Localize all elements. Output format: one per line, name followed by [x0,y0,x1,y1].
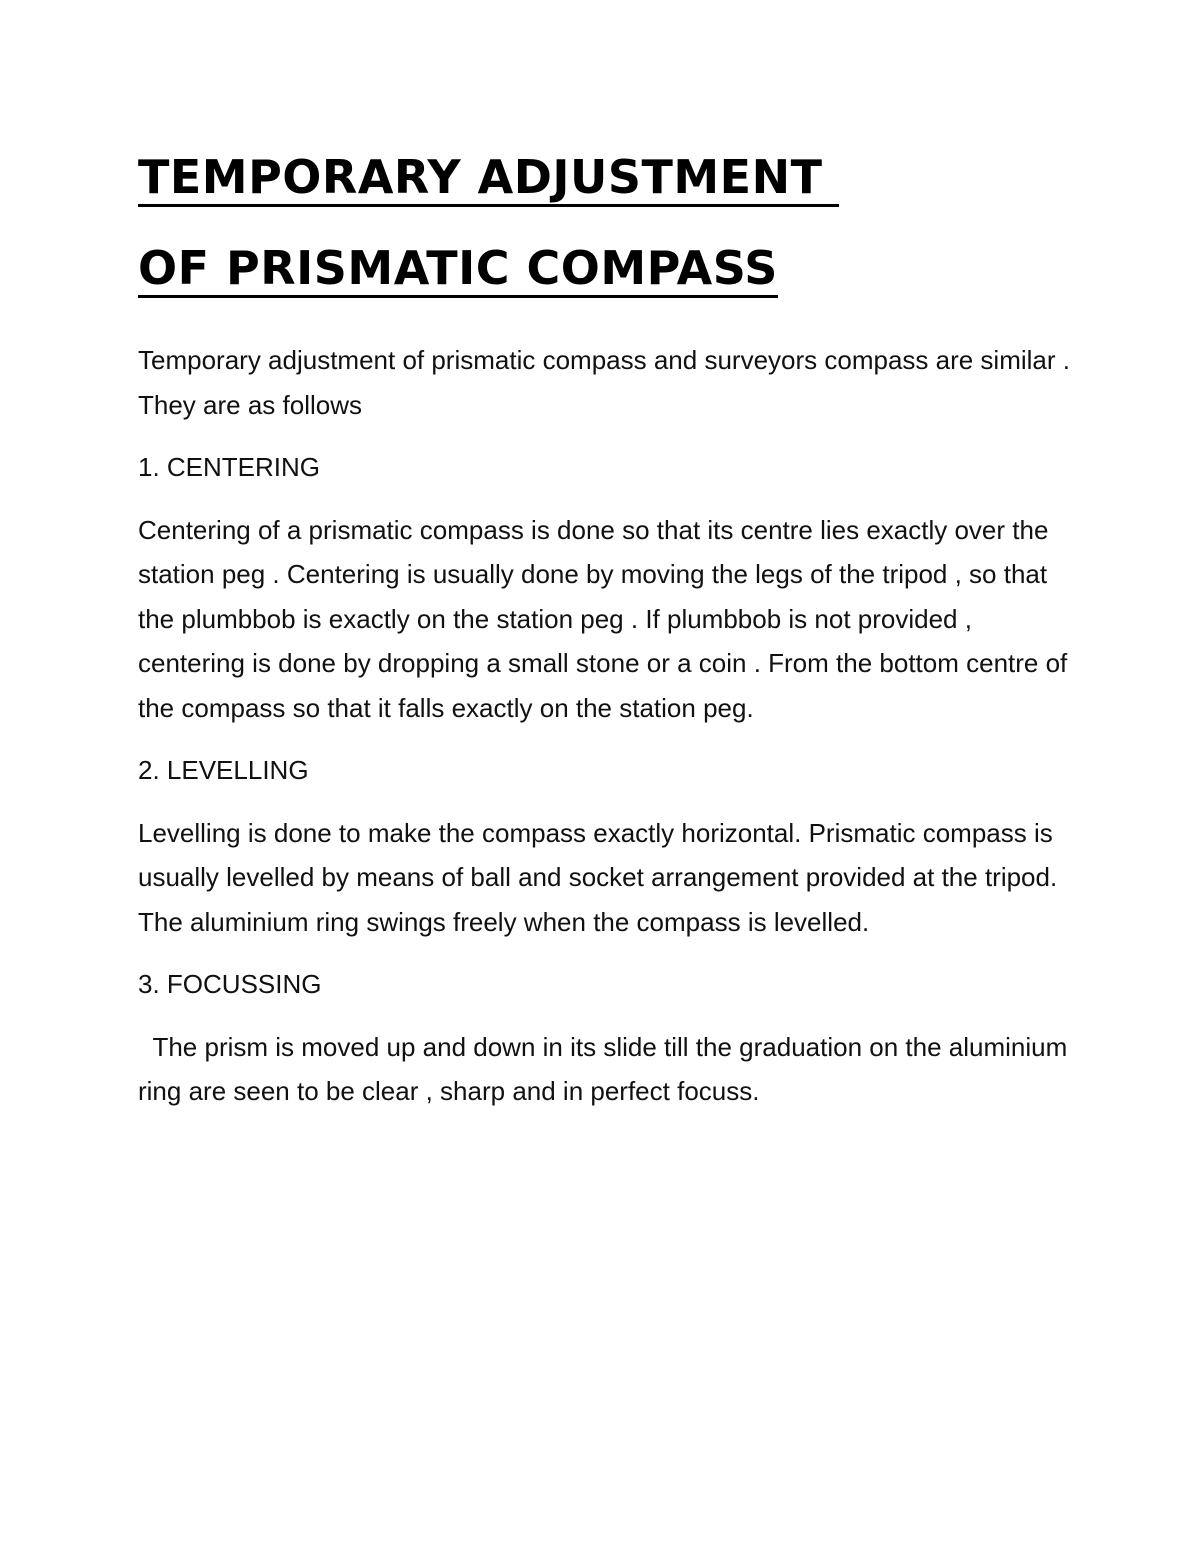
section-body-levelling: Levelling is done to make the compass exactly horizontal. Prismatic compass is usually levelled by means of ball and socket arrangement provided at the tripod. The aluminium ring swings freely when the compass is levelled. [138,817,1058,937]
intro-paragraph: Temporary adjustment of prismatic compass and surveyors compass are similar . They are as follows [138,345,1070,420]
title-line-2: OF PRISMATIC COMPASS [138,241,778,298]
section-body-centering: Centering of a prismatic compass is done so that its centre lies exactly over the station peg . Centering is usually done by moving the legs of the tripod , so that the plumbbob is exactly on the station peg . If plumbbob is not provided , centering is done by dropping a small stone or a coin . From the bottom centre of the compass so that it falls exactly on the station peg. [138,514,1068,723]
document-title [138,150,1078,298]
section-heading-centering: 1. CENTERING [138,452,321,482]
title-line-1: TEMPORARY ADJUSTMENT [138,150,839,207]
section-heading-levelling: 2. LEVELLING [138,755,309,785]
document-content [138,150,1078,1114]
section-body-focussing: The prism is moved up and down in its slide till the graduation on the aluminium ring are seen to be clear , sharp and in perfect focuss. [138,1031,1075,1106]
section-heading-focussing: 3. FOCUSSING [138,969,322,999]
